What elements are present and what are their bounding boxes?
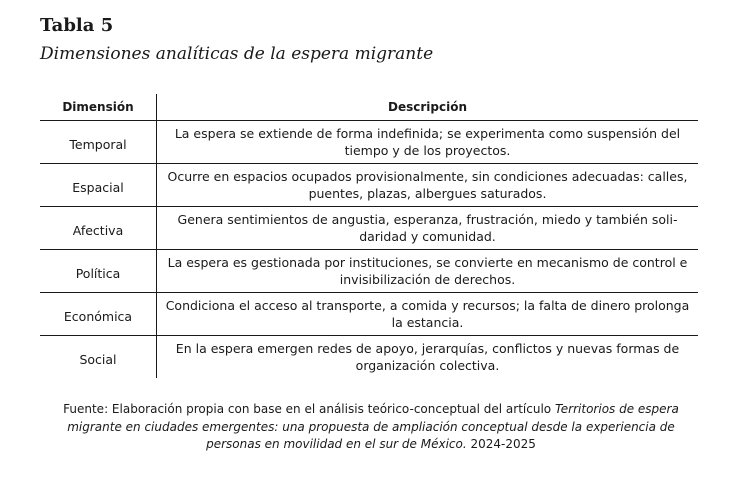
description-cell (157, 336, 698, 378)
table-row-politica (40, 250, 698, 293)
description-cell (157, 293, 698, 335)
table-row-temporal (40, 121, 698, 164)
source-article-title-end: personas en movilidad en el sur de México. (206, 437, 467, 451)
table-row-espacial (40, 164, 698, 207)
source-note (40, 401, 702, 454)
description-line: la estancia. (391, 315, 464, 330)
table-row-afectiva (40, 207, 698, 250)
table-row-social (40, 336, 698, 378)
description-line: tiempo y de los proyectos. (344, 143, 511, 158)
header-dimension: Dimensión (40, 94, 157, 120)
description-line: Genera sentimientos de angustia, esperanza, frustración, miedo y también soli- (177, 212, 678, 227)
dimension-cell: Social (40, 336, 157, 378)
description-cell (157, 121, 698, 163)
description-line: En la espera emergen redes de apoyo, jerarquías, conflictos y nuevas formas de (175, 341, 680, 356)
header-description: Descripción (388, 99, 467, 114)
description-line: organización colectiva. (355, 358, 500, 373)
dimension-cell: Afectiva (40, 207, 157, 249)
table-title: Dimensiones analíticas de la espera migrante (40, 44, 434, 64)
description-line: daridad y comunidad. (359, 229, 496, 244)
dimension-cell: Temporal (40, 121, 157, 163)
description-cell (157, 250, 698, 292)
dimension-cell: Económica (40, 293, 157, 335)
description-line: invisibilización de derechos. (339, 272, 516, 287)
table-header-row (40, 94, 698, 121)
description-line: Condiciona el acceso al transporte, a comida y recursos; la falta de dinero prolonga (165, 298, 690, 313)
description-line: La espera es gestionada por instituciones, se convierte en mecanismo de control e (167, 255, 688, 270)
source-article-title-cont: migrante en ciudades emergentes: una propuesta de ampliación conceptual desde la experiencia de (67, 419, 675, 434)
description-cell (157, 207, 698, 249)
description-cell (157, 164, 698, 206)
table-number: Tabla 5 (40, 15, 114, 36)
description-line: La espera se extiende de forma indefinida; se experimenta como suspensión del (174, 126, 681, 141)
dimensions-table (40, 94, 698, 378)
dimension-cell: Espacial (40, 164, 157, 206)
description-line: Ocurre en espacios ocupados provisionalmente, sin condiciones adecuadas: calles, (167, 169, 688, 184)
source-prefix: Fuente: Elaboración propia con base en el análisis teórico-conceptual del artículo (63, 402, 555, 416)
description-line: puentes, plazas, albergues saturados. (308, 186, 547, 201)
source-article-title: Territorios de espera (554, 402, 679, 416)
dimension-cell: Política (40, 250, 157, 292)
table-row-economica (40, 293, 698, 336)
source-years: 2024-2025 (466, 437, 536, 451)
